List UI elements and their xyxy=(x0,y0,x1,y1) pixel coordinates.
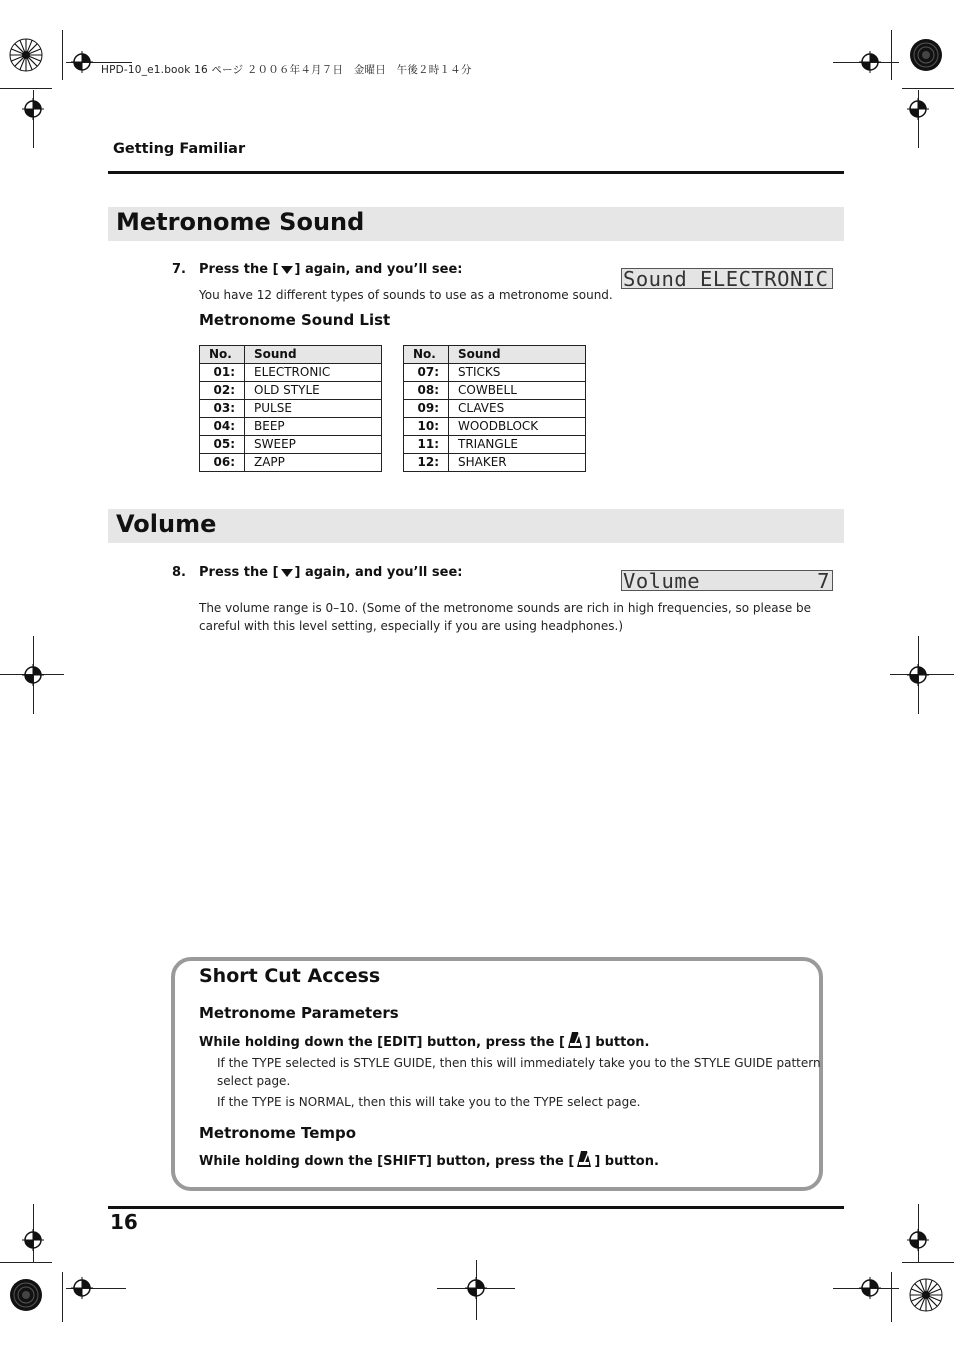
registration-mark-icon xyxy=(907,98,929,120)
down-arrow-icon xyxy=(281,266,293,274)
table-row xyxy=(404,454,586,472)
parameters-note-1b: select page. xyxy=(217,1074,291,1088)
registration-mark-icon xyxy=(907,1229,929,1251)
registration-mark-icon xyxy=(465,1277,487,1299)
column-header-sound: Sound xyxy=(245,346,382,364)
metronome-parameters-instruction: While holding down the [EDIT] button, press the [ ] button. xyxy=(199,1031,650,1050)
parameters-note-2: If the TYPE is NORMAL, then this will take you to the TYPE select page. xyxy=(217,1095,641,1109)
metronome-parameters-heading: Metronome Parameters xyxy=(199,1004,399,1022)
lcd-label: Volume xyxy=(623,569,701,593)
column-header-sound: Sound xyxy=(449,346,586,364)
table-row xyxy=(200,436,382,454)
section-title: Metronome Sound xyxy=(116,208,365,236)
sound-number: 09: xyxy=(404,400,449,418)
metronome-icon xyxy=(576,1150,592,1168)
registration-mark-icon xyxy=(859,1277,881,1299)
metronome-icon xyxy=(567,1031,583,1049)
lcd-value: 7 xyxy=(817,569,830,593)
column-header-no: No. xyxy=(404,346,449,364)
section-title: Volume xyxy=(116,510,217,538)
table-row xyxy=(404,400,586,418)
star-target-icon xyxy=(909,38,943,72)
footer-rule xyxy=(108,1206,844,1209)
print-header: HPD-10_e1.book 16 ページ ２００６年４月７日 金曜日 午後２時１４分 xyxy=(101,64,472,76)
table-row xyxy=(200,418,382,436)
registration-mark-icon xyxy=(22,98,44,120)
sound-number: 03: xyxy=(200,400,245,418)
lcd-text: Sound ELECTRONIC xyxy=(623,267,829,291)
step-instruction: Press the [ ] again, and you’ll see: xyxy=(199,262,463,277)
sound-name: SWEEP xyxy=(245,436,382,454)
sound-description: You have 12 different types of sounds to use as a metronome sound. xyxy=(199,288,613,302)
registration-mark-icon xyxy=(859,51,881,73)
volume-description-line-2: careful with this level setting, especially if you are using headphones.) xyxy=(199,619,623,633)
table-row xyxy=(200,364,382,382)
parameters-note-1a: If the TYPE selected is STYLE GUIDE, then this will immediately take you to the STYLE GUIDE pattern xyxy=(217,1056,821,1070)
step-number: 8. xyxy=(172,565,186,580)
sound-name: STICKS xyxy=(449,364,586,382)
star-target-icon xyxy=(9,1278,43,1312)
sound-name: WOODBLOCK xyxy=(449,418,586,436)
sound-table-right xyxy=(403,345,586,472)
running-head: Getting Familiar xyxy=(113,141,246,157)
sound-number: 08: xyxy=(404,382,449,400)
sound-number: 10: xyxy=(404,418,449,436)
table-row xyxy=(200,400,382,418)
sound-number: 06: xyxy=(200,454,245,472)
sound-number: 12: xyxy=(404,454,449,472)
step-instruction: Press the [ ] again, and you’ll see: xyxy=(199,565,463,580)
down-arrow-icon xyxy=(281,569,293,577)
column-header-no: No. xyxy=(200,346,245,364)
sound-table-left xyxy=(199,345,382,472)
sound-name: BEEP xyxy=(245,418,382,436)
sound-number: 04: xyxy=(200,418,245,436)
sound-number: 01: xyxy=(200,364,245,382)
metronome-tempo-instruction: While holding down the [SHIFT] button, press the [ ] button. xyxy=(199,1150,659,1169)
sound-list-heading: Metronome Sound List xyxy=(199,311,391,329)
sound-name: TRIANGLE xyxy=(449,436,586,454)
registration-mark-icon xyxy=(22,664,44,686)
lcd-display-sound xyxy=(621,268,833,289)
table-row xyxy=(404,364,586,382)
lcd-display-volume xyxy=(621,570,833,591)
table-header-row xyxy=(404,346,586,364)
sound-name: COWBELL xyxy=(449,382,586,400)
registration-mark-icon xyxy=(907,664,929,686)
page-number: 16 xyxy=(110,1210,138,1234)
sound-number: 07: xyxy=(404,364,449,382)
section-heading-volume xyxy=(108,509,844,543)
table-row xyxy=(404,436,586,454)
volume-description-line-1: The volume range is 0–10. (Some of the metronome sounds are rich in high frequencies, so please be xyxy=(199,601,812,615)
registration-mark-icon xyxy=(22,1229,44,1251)
star-target-icon xyxy=(9,38,43,72)
metronome-tempo-heading: Metronome Tempo xyxy=(199,1124,357,1142)
header-rule xyxy=(108,171,844,174)
sound-number: 11: xyxy=(404,436,449,454)
sound-name: OLD STYLE xyxy=(245,382,382,400)
table-header-row xyxy=(200,346,382,364)
sound-name: ELECTRONIC xyxy=(245,364,382,382)
sound-number: 05: xyxy=(200,436,245,454)
sound-name: CLAVES xyxy=(449,400,586,418)
step-7 xyxy=(172,262,612,280)
registration-mark-icon xyxy=(71,51,93,73)
sound-number: 02: xyxy=(200,382,245,400)
sound-name: SHAKER xyxy=(449,454,586,472)
star-target-icon xyxy=(909,1278,943,1312)
table-row xyxy=(404,418,586,436)
step-8 xyxy=(172,565,612,583)
sound-name: PULSE xyxy=(245,400,382,418)
registration-mark-icon xyxy=(71,1277,93,1299)
shortcut-title: Short Cut Access xyxy=(199,965,381,987)
table-row xyxy=(404,382,586,400)
table-row xyxy=(200,454,382,472)
sound-name: ZAPP xyxy=(245,454,382,472)
step-number: 7. xyxy=(172,262,186,277)
section-heading-metronome-sound xyxy=(108,207,844,241)
table-row xyxy=(200,382,382,400)
